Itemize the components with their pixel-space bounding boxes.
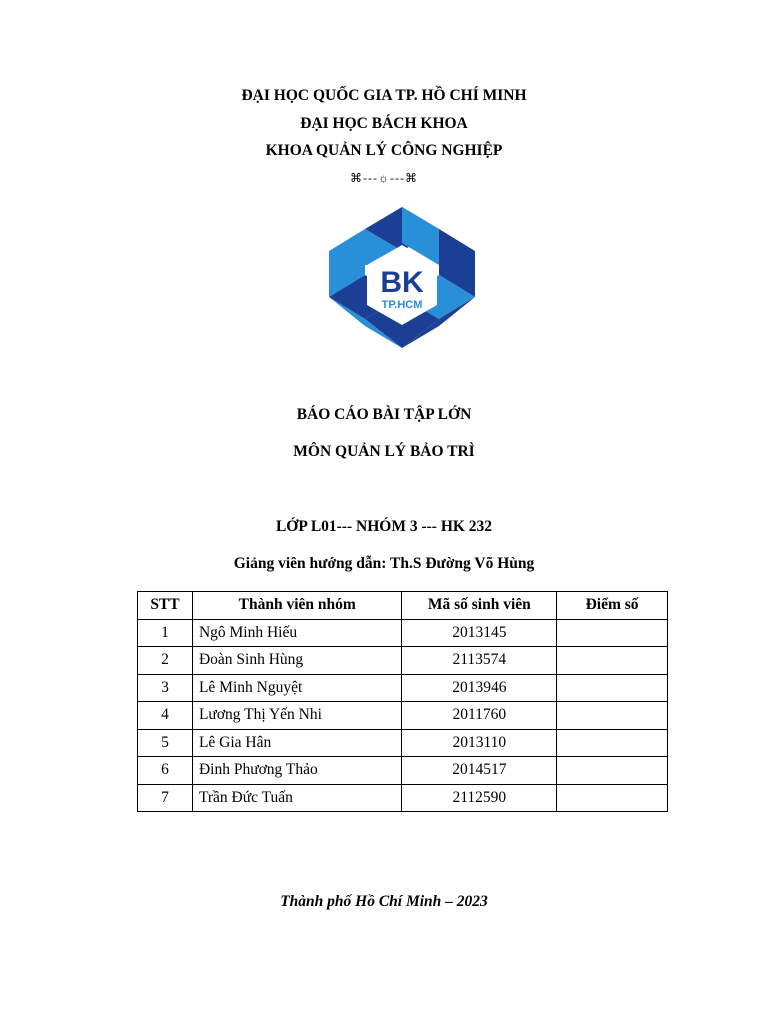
subject-title: MÔN QUẢN LÝ BẢO TRÌ	[293, 443, 475, 460]
header-stt: STT	[138, 592, 193, 620]
class-info: LỚP L01--- NHÓM 3 --- HK 232	[275, 518, 493, 535]
header-member: Thành viên nhóm	[192, 592, 402, 620]
table-row	[138, 619, 668, 647]
cell-score	[557, 702, 668, 730]
cell-stt: 7	[138, 784, 193, 812]
cell-score	[557, 647, 668, 675]
cell-student-id: 2013110	[402, 729, 557, 757]
cell-student-id: 2014517	[402, 757, 557, 785]
cell-name: Đoàn Sinh Hùng	[192, 647, 402, 675]
instructor-line: Giảng viên hướng dẫn: Th.S Đường Võ Hùng	[233, 555, 535, 572]
cell-stt: 3	[138, 674, 193, 702]
cell-score	[557, 757, 668, 785]
city-year: Thành phố Hồ Chí Minh – 2023	[280, 893, 488, 910]
cell-stt: 2	[138, 647, 193, 675]
cell-name: Lê Gia Hân	[192, 729, 402, 757]
table-row	[138, 702, 668, 730]
cell-name: Đinh Phương Thảo	[192, 757, 402, 785]
header-student-id: Mã số sinh viên	[402, 592, 557, 620]
cell-stt: 5	[138, 729, 193, 757]
table-row	[138, 674, 668, 702]
cell-name: Ngô Minh Hiếu	[192, 619, 402, 647]
university-name: ĐẠI HỌC QUỐC GIA TP. HỒ CHÍ MINH	[241, 87, 527, 104]
table-row	[138, 784, 668, 812]
table-header-row	[138, 592, 668, 620]
cell-stt: 1	[138, 619, 193, 647]
cell-score	[557, 674, 668, 702]
cell-student-id: 2011760	[402, 702, 557, 730]
table-row	[138, 729, 668, 757]
ornament-divider: ⌘---☼---⌘	[350, 171, 418, 185]
faculty-name: KHOA QUẢN LÝ CÔNG NGHIỆP	[265, 142, 503, 159]
cell-stt: 4	[138, 702, 193, 730]
report-title: BÁO CÁO BÀI TẬP LỚN	[296, 406, 472, 423]
cell-name: Lương Thị Yến Nhi	[192, 702, 402, 730]
cell-score	[557, 729, 668, 757]
cell-name: Trần Đức Tuấn	[192, 784, 402, 812]
table-row	[138, 647, 668, 675]
logo-text-bk: BK	[380, 266, 424, 299]
cell-student-id: 2013145	[402, 619, 557, 647]
cell-name: Lê Minh Nguyệt	[192, 674, 402, 702]
cell-score	[557, 784, 668, 812]
school-name: ĐẠI HỌC BÁCH KHOA	[300, 115, 468, 132]
header-score: Điểm số	[557, 592, 668, 620]
cell-score	[557, 619, 668, 647]
cell-student-id: 2113574	[402, 647, 557, 675]
cell-student-id: 2112590	[402, 784, 557, 812]
bk-logo	[327, 205, 477, 350]
members-table	[137, 591, 668, 812]
table-row	[138, 757, 668, 785]
cell-student-id: 2013946	[402, 674, 557, 702]
logo-text-city: TP.HCM	[381, 299, 423, 311]
cell-stt: 6	[138, 757, 193, 785]
